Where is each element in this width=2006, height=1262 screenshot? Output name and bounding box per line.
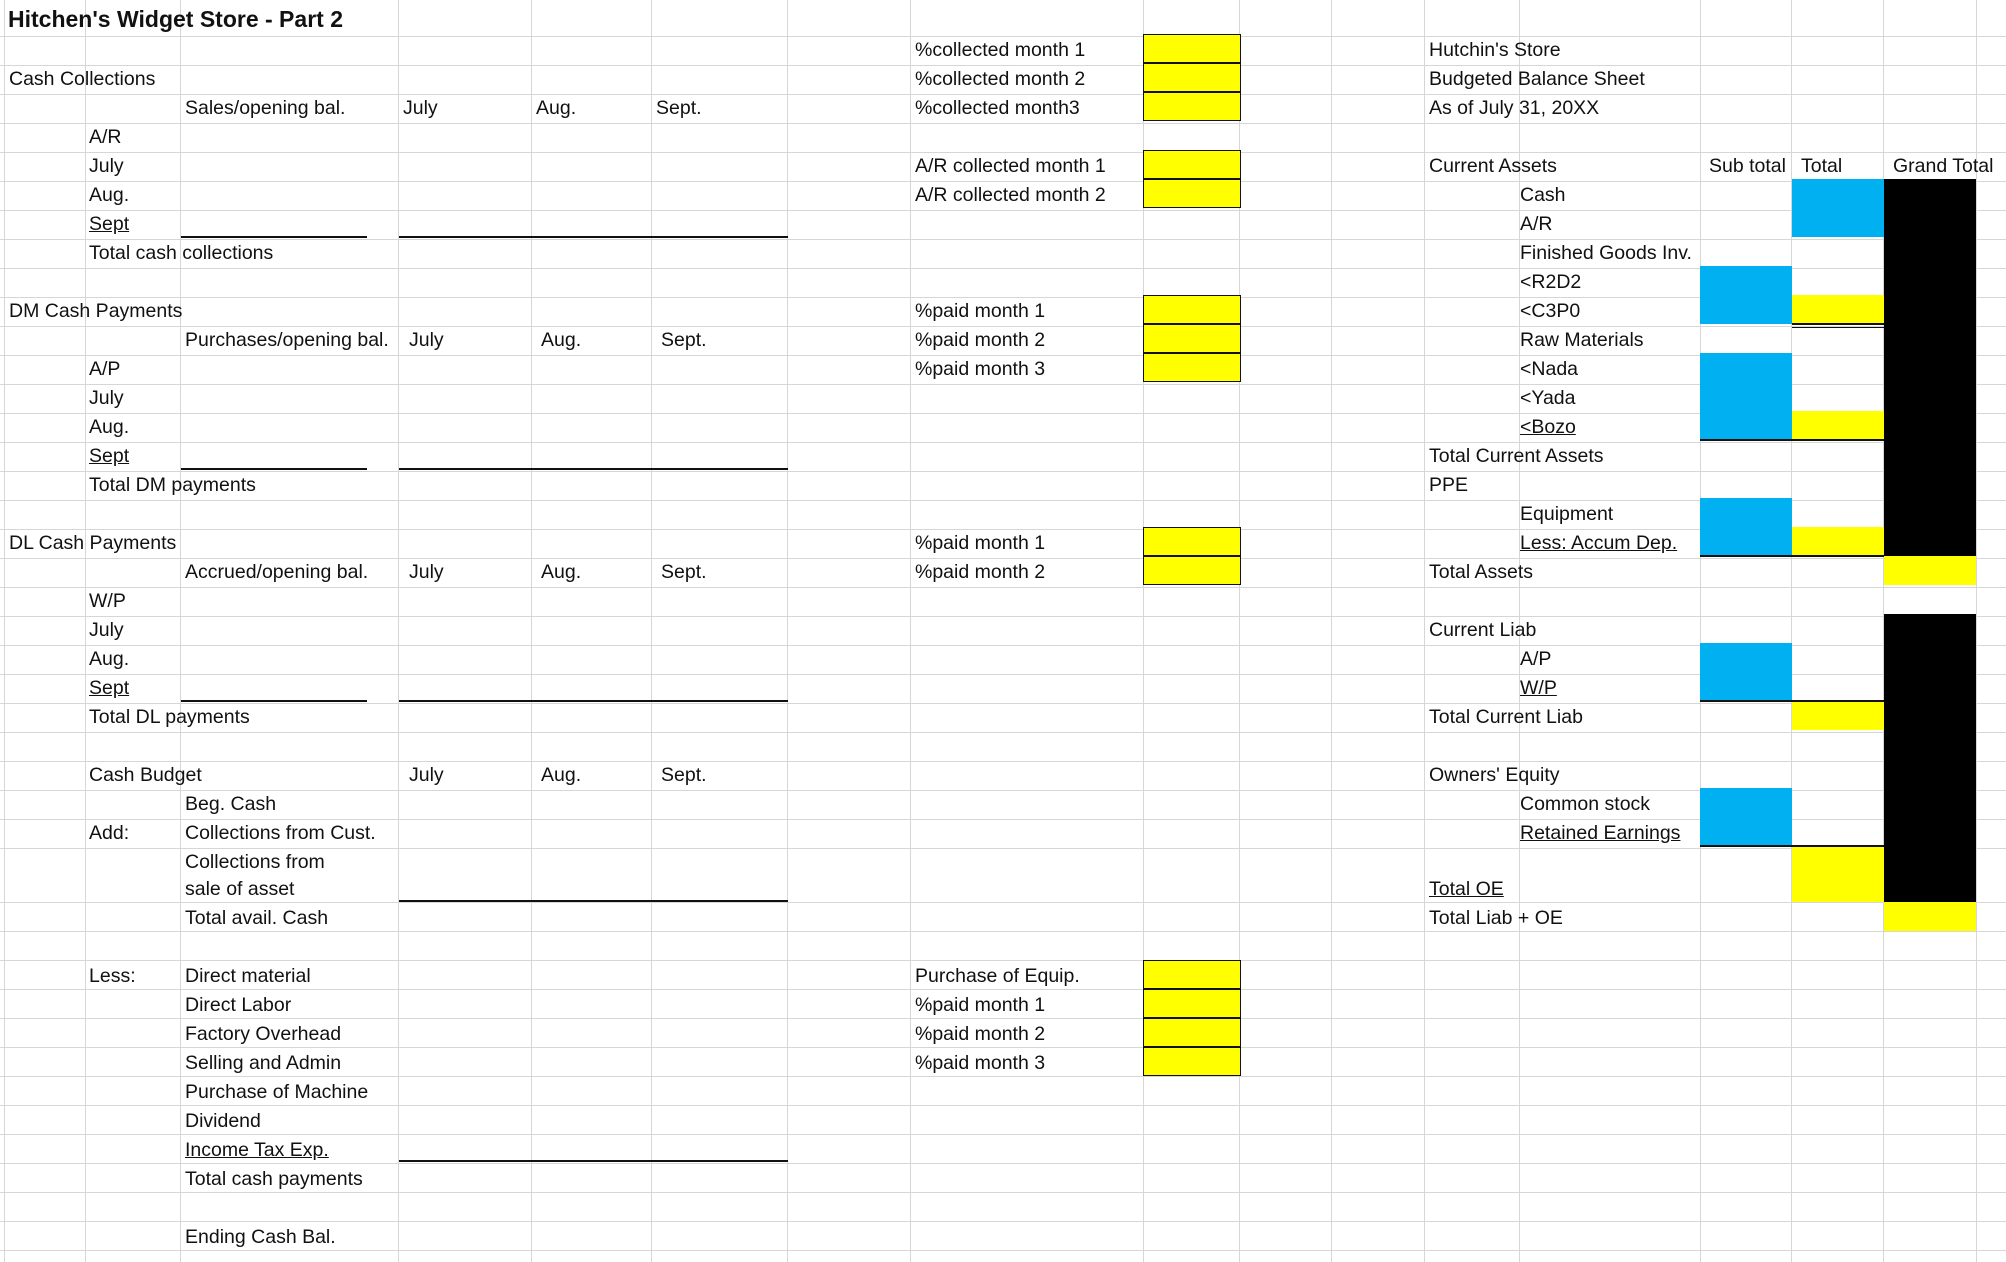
assumption-label: %paid month 3 [915, 1052, 1046, 1074]
gridline-h [0, 210, 2006, 211]
row-label: Selling and Admin [185, 1052, 342, 1074]
section-heading-current-assets: Current Assets [1429, 155, 1557, 177]
row-label: Sept [89, 445, 130, 467]
row-label: Sept [89, 213, 130, 235]
input-cell[interactable] [1143, 1018, 1241, 1047]
underline-rule [1792, 327, 1884, 328]
assumption-label: %paid month 1 [915, 532, 1046, 554]
row-label: July [89, 387, 124, 409]
row-label: Factory Overhead [185, 1023, 342, 1045]
assumption-label: %paid month 1 [915, 994, 1046, 1016]
column-label: Purchases/opening bal. [185, 329, 389, 351]
add-label: Add: [89, 822, 130, 844]
month-header: Aug. [541, 329, 582, 351]
row-label: Aug. [89, 416, 130, 438]
ending-cash-label: Ending Cash Bal. [185, 1226, 336, 1248]
input-cell[interactable] [1143, 179, 1241, 208]
input-cell[interactable] [1143, 295, 1241, 324]
bs-item-label: Cash [1520, 184, 1566, 206]
input-cell[interactable] [1143, 527, 1241, 556]
row-label: Collections from [185, 851, 325, 873]
bs-item-label: Less: Accum Dep. [1520, 532, 1678, 554]
balance-sheet-title: Budgeted Balance Sheet [1429, 68, 1645, 90]
gridline-h [0, 960, 2006, 961]
gridline-h [0, 471, 2006, 472]
gridline-v [4, 0, 5, 1262]
bs-item-label: A/P [1520, 648, 1552, 670]
bs-item-label: Finished Goods Inv. [1520, 242, 1692, 264]
month-header: July [403, 97, 438, 119]
bs-total-label: Total OE [1429, 878, 1504, 900]
gridline-h [0, 902, 2006, 903]
assumption-label: %paid month 1 [915, 300, 1046, 322]
month-header: Sept. [656, 97, 702, 119]
assumption-label: %paid month 2 [915, 1023, 1046, 1045]
formula-cell[interactable] [1700, 498, 1792, 556]
underline-rule [181, 236, 367, 238]
assumption-label: %collected month 2 [915, 68, 1086, 90]
gridline-v [651, 0, 652, 1262]
bs-item-label: <R2D2 [1520, 271, 1582, 293]
bs-item-label: Raw Materials [1520, 329, 1644, 351]
gridline-h [0, 761, 2006, 762]
bs-item-label: Common stock [1520, 793, 1651, 815]
input-cell[interactable] [1143, 353, 1241, 382]
row-label: Collections from Cust. [185, 822, 376, 844]
month-header: Aug. [541, 561, 582, 583]
total-label: Total cash collections [89, 242, 274, 264]
section-heading-ppe: PPE [1429, 474, 1469, 496]
row-label: Purchase of Machine [185, 1081, 369, 1103]
input-cell[interactable] [1792, 701, 1884, 730]
month-header: Aug. [536, 97, 577, 119]
row-label: Direct material [185, 965, 311, 987]
month-header: Sept. [661, 329, 707, 351]
gridline-v [85, 0, 86, 1262]
underline-rule [399, 236, 788, 238]
month-header: July [409, 764, 444, 786]
formula-cell[interactable] [1700, 266, 1792, 324]
input-cell[interactable] [1884, 902, 1976, 931]
bs-item-label: <Bozo [1520, 416, 1576, 438]
gridline-h [0, 703, 2006, 704]
total-label: Total DM payments [89, 474, 256, 496]
column-header-total: Total [1801, 155, 1843, 177]
bs-item-label: W/P [1520, 677, 1557, 699]
bs-total-label: Total Liab + OE [1429, 907, 1563, 929]
section-heading-dm-payments: DM Cash Payments [9, 300, 183, 322]
store-name: Hutchin's Store [1429, 39, 1561, 61]
formula-cell[interactable] [1700, 353, 1792, 440]
input-cell[interactable] [1792, 411, 1884, 440]
gridline-v [910, 0, 911, 1262]
row-label: Income Tax Exp. [185, 1139, 329, 1161]
input-cell[interactable] [1143, 324, 1241, 353]
bs-item-label: Retained Earnings [1520, 822, 1681, 844]
row-label: Aug. [89, 648, 130, 670]
gridline-h [0, 1221, 2006, 1222]
gridline-v [787, 0, 788, 1262]
underline-rule [1700, 555, 1884, 557]
row-label: A/R [89, 126, 122, 148]
month-header: July [409, 329, 444, 351]
input-cell[interactable] [1792, 295, 1884, 324]
underline-rule [399, 700, 788, 702]
gridline-h [0, 239, 2006, 240]
underline-rule [181, 700, 367, 702]
row-label: Sept [89, 677, 130, 699]
row-label: July [89, 619, 124, 641]
month-header: Aug. [541, 764, 582, 786]
section-heading-current-liab: Current Liab [1429, 619, 1537, 641]
gridline-v [1424, 0, 1425, 1262]
section-heading-dl-payments: DL Cash Payments [9, 532, 177, 554]
input-cell[interactable] [1792, 527, 1884, 556]
month-header: Sept. [661, 561, 707, 583]
section-heading-owners-equity: Owners' Equity [1429, 764, 1560, 786]
row-label: Aug. [89, 184, 130, 206]
underline-rule [399, 900, 788, 902]
gridline-v [1976, 0, 1977, 1262]
formula-cell[interactable] [1700, 643, 1792, 701]
underline-rule [399, 468, 788, 470]
input-cell[interactable] [1884, 556, 1976, 585]
assumption-label: %collected month3 [915, 97, 1080, 119]
input-cell[interactable] [1143, 63, 1241, 92]
bs-item-label: Equipment [1520, 503, 1614, 525]
gridline-h [0, 442, 2006, 443]
total-label: Total cash payments [185, 1168, 363, 1190]
column-header-grand-total: Grand Total [1893, 155, 1994, 177]
assumption-label: Purchase of Equip. [915, 965, 1080, 987]
bs-total-label: Total Current Liab [1429, 706, 1583, 728]
row-label: July [89, 155, 124, 177]
input-cell[interactable] [1143, 92, 1241, 121]
gridline-h [0, 123, 2006, 124]
row-label: Dividend [185, 1110, 261, 1132]
underline-rule [399, 1160, 788, 1162]
gridline-h [0, 587, 2006, 588]
bs-item-label: <C3P0 [1520, 300, 1581, 322]
input-cell[interactable] [1143, 150, 1241, 179]
input-cell[interactable] [1143, 556, 1241, 585]
assumption-label: %paid month 2 [915, 329, 1046, 351]
gridline-v [1700, 0, 1701, 1262]
row-label: W/P [89, 590, 126, 612]
input-cell[interactable] [1143, 34, 1241, 63]
row-label: A/P [89, 358, 121, 380]
section-heading-cash-collections: Cash Collections [9, 68, 156, 90]
formula-cell[interactable] [1700, 788, 1792, 846]
total-label: Total DL payments [89, 706, 250, 728]
input-cell[interactable] [1143, 960, 1241, 989]
assumption-label: %paid month 2 [915, 561, 1046, 583]
input-cell[interactable] [1143, 989, 1241, 1018]
gridline-v [531, 0, 532, 1262]
column-label: Accrued/opening bal. [185, 561, 369, 583]
gridline-h [0, 732, 2006, 733]
grand-total-block [1884, 179, 1976, 556]
grand-total-block [1884, 614, 1976, 902]
bs-item-label: <Yada [1520, 387, 1576, 409]
sheet-title: Hitchen's Widget Store - Part 2 [8, 6, 343, 32]
underline-rule [181, 468, 367, 470]
bs-total-label: Total Assets [1429, 561, 1534, 583]
less-label: Less: [89, 965, 136, 987]
gridline-h [0, 1134, 2006, 1135]
gridline-v [180, 0, 181, 1262]
assumption-label: A/R collected month 2 [915, 184, 1106, 206]
underline-rule [1700, 845, 1884, 847]
assumption-label: %collected month 1 [915, 39, 1086, 61]
row-label: Direct Labor [185, 994, 292, 1016]
assumption-label: %paid month 3 [915, 358, 1046, 380]
month-header: Sept. [661, 764, 707, 786]
gridline-v [398, 0, 399, 1262]
assumption-label: A/R collected month 1 [915, 155, 1106, 177]
underline-rule [1792, 323, 1884, 325]
column-label: Sales/opening bal. [185, 97, 346, 119]
underline-rule [1700, 439, 1884, 441]
bs-total-label: Total Current Assets [1429, 445, 1604, 467]
section-heading-cash-budget: Cash Budget [89, 764, 202, 786]
month-header: July [409, 561, 444, 583]
underline-rule [1700, 700, 1884, 702]
bs-item-label: <Nada [1520, 358, 1579, 380]
row-label: Beg. Cash [185, 793, 277, 815]
gridline-h [0, 616, 2006, 617]
bs-item-label: A/R [1520, 213, 1553, 235]
total-label: Total avail. Cash [185, 907, 329, 929]
gridline-v [1331, 0, 1332, 1262]
row-label: sale of asset [185, 878, 295, 900]
balance-sheet-date: As of July 31, 20XX [1429, 97, 1600, 119]
column-header-subtotal: Sub total [1709, 155, 1786, 177]
input-cell[interactable] [1143, 1047, 1241, 1076]
input-cell[interactable] [1792, 846, 1884, 902]
formula-cell[interactable] [1792, 179, 1884, 237]
